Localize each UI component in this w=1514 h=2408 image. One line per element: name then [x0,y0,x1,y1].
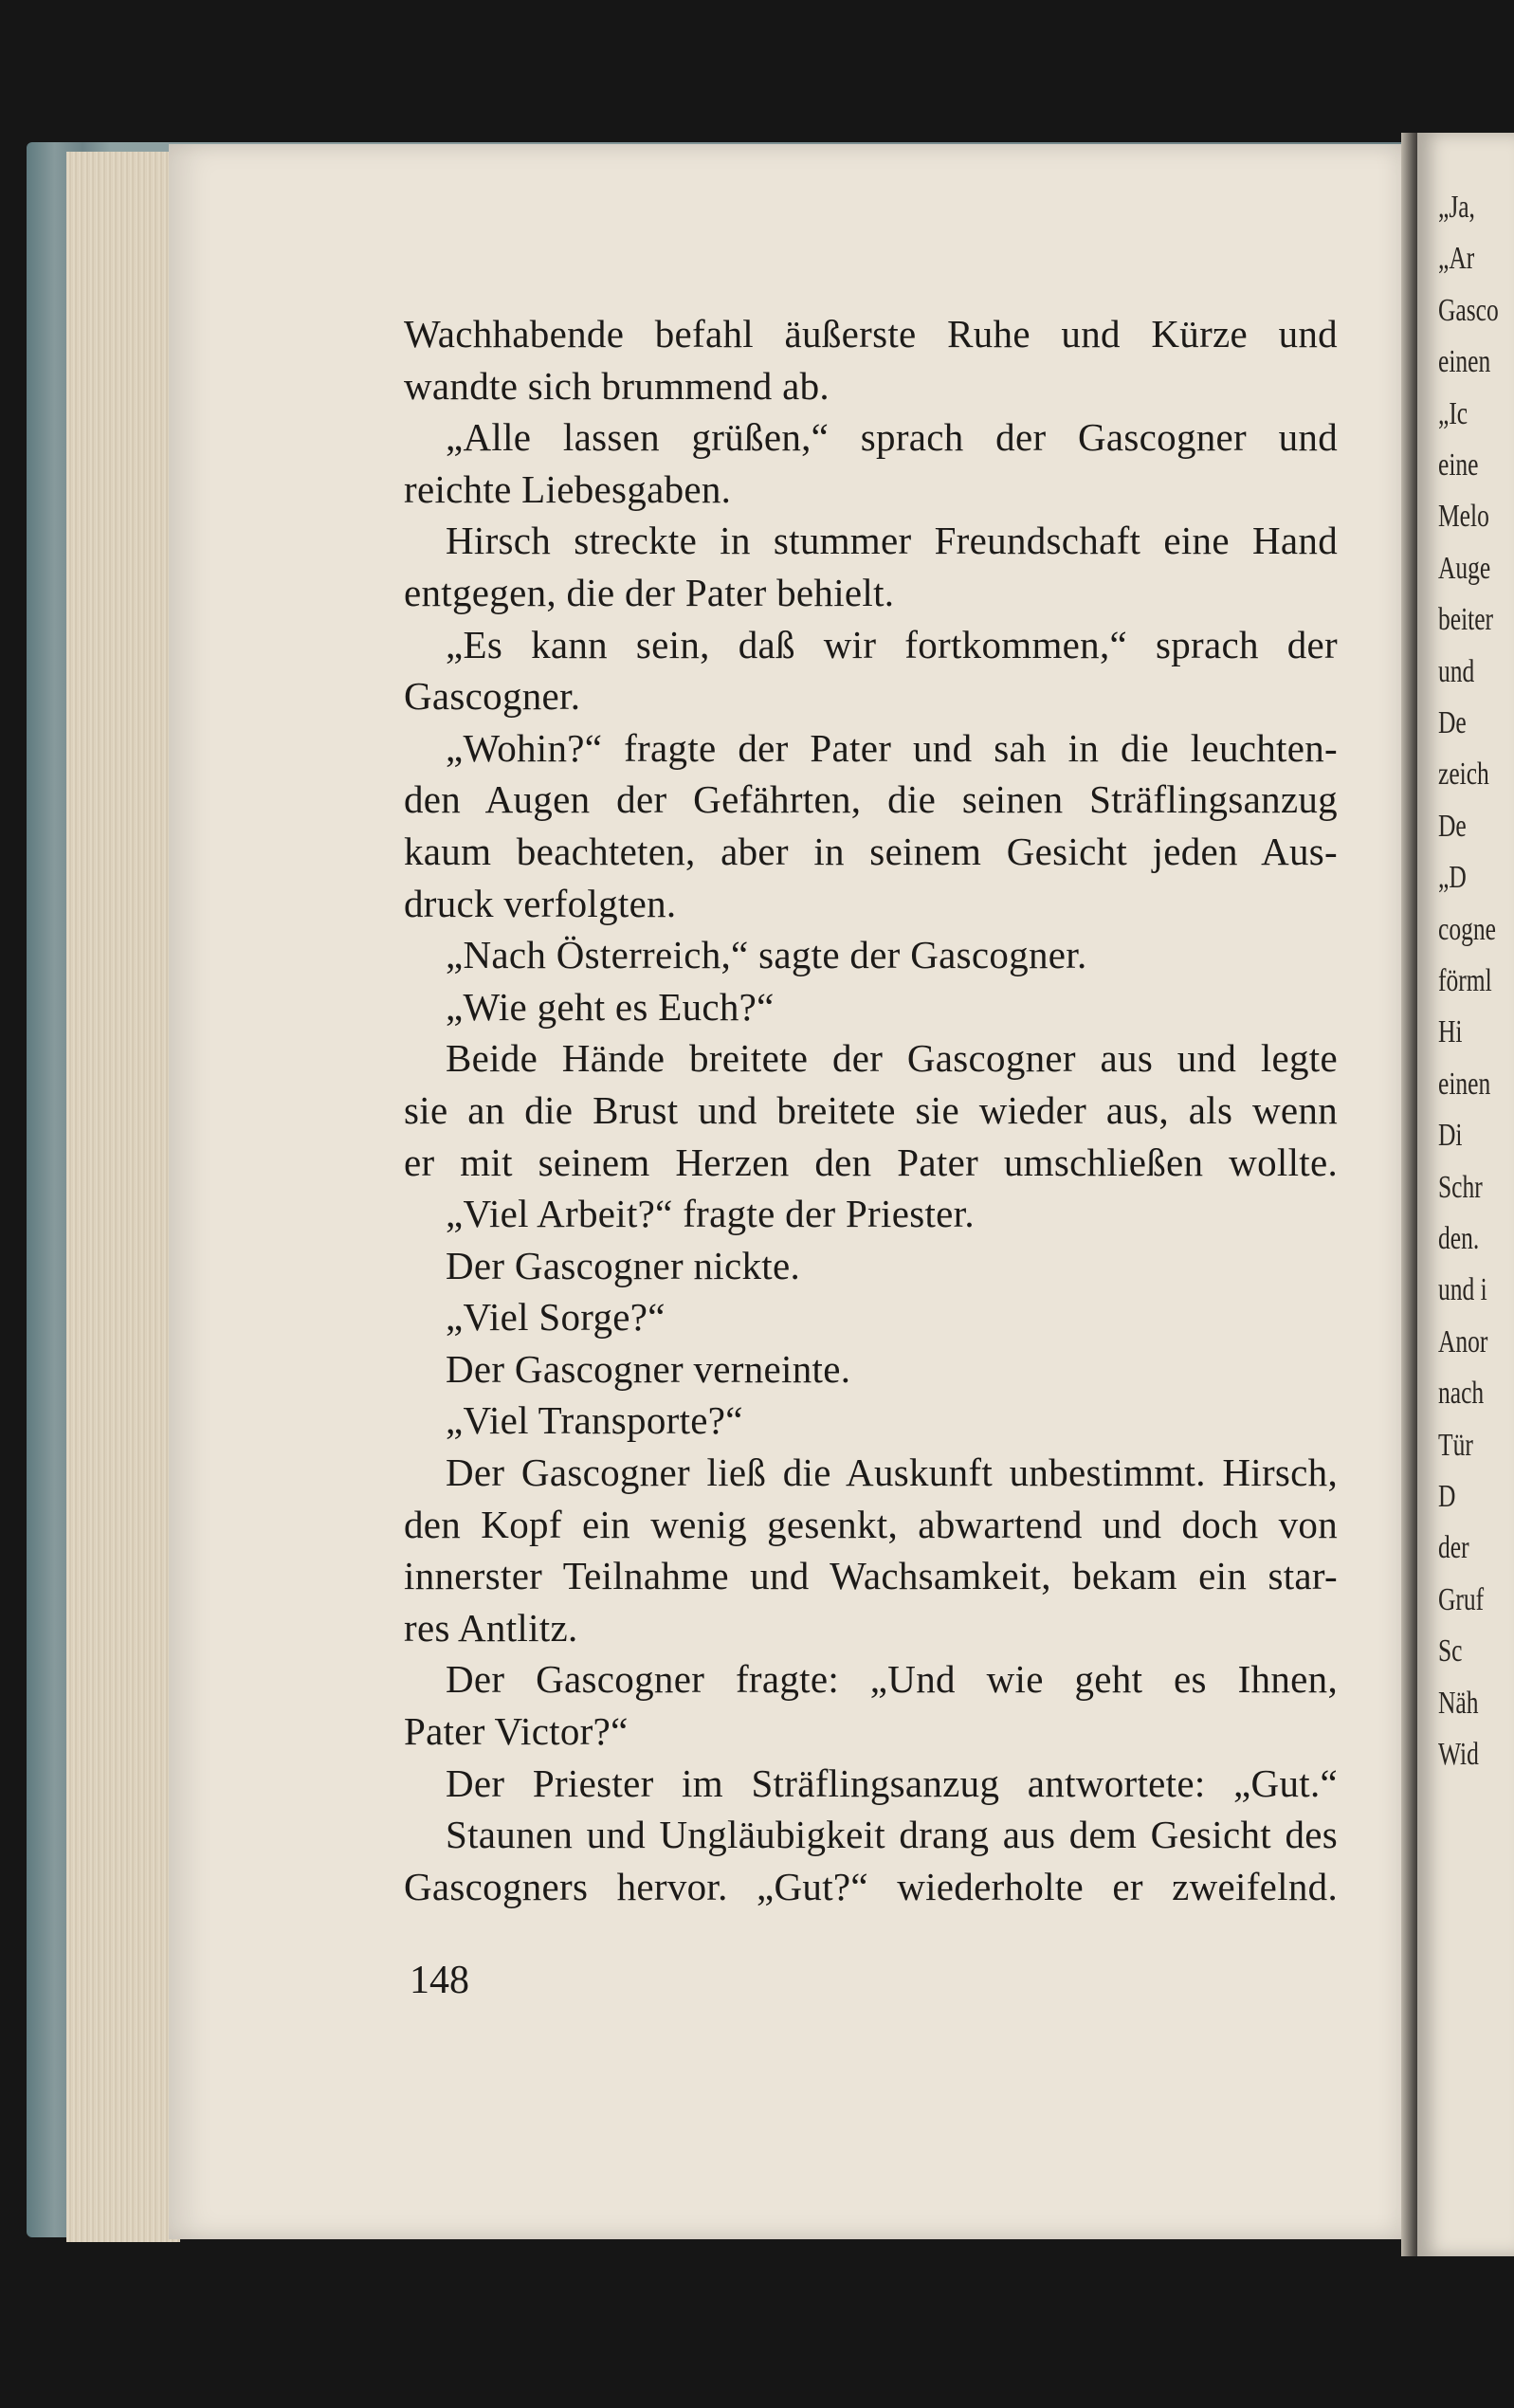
text-line: res Antlitz. [404,1605,578,1650]
facing-page-fragment: einen [1438,344,1491,380]
text-line: Wachhabende befahl äußerste Ruhe und Kürze und [404,312,1338,356]
facing-page-fragment: Näh [1438,1685,1479,1721]
text-line: Der Gascogner ließ die Auskunft unbestimmt. Hirsch, [446,1450,1338,1495]
text-line: kaum beachteten, aber in seinem Gesicht jeden Aus- [404,829,1338,873]
facing-page-fragment: „Ic [1438,395,1468,431]
text-line: er mit seinem Herzen den Pater umschließen wollte. [404,1140,1338,1184]
text-line: druck verfolgten. [404,881,677,925]
facing-page-fragment: den. [1438,1221,1480,1256]
facing-page-fragment: zeich [1438,757,1489,793]
facing-page-fragment: „D [1438,860,1467,896]
facing-page-fragment: einen [1438,1066,1491,1102]
facing-page-fragment: Gruf [1438,1581,1485,1617]
text-line: „Nach Österreich,“ sagte der Gascogner. [446,933,1087,977]
facing-page-fragment: Gasco [1438,292,1499,328]
text-line: Der Gascogner nickte. [446,1243,800,1287]
text-line: „Wie geht es Euch?“ [446,984,775,1029]
facing-page-fragment: Tür [1438,1427,1473,1463]
facing-page-fragment: cogne [1438,911,1496,947]
page-number: 148 [410,1959,469,2002]
text-line: Staunen und Ungläubigkeit drang aus dem Gesicht des [446,1813,1338,1857]
facing-page-fragment: Di [1438,1118,1463,1154]
text-line: innerster Teilnahme und Wachsamkeit, bekam ein star- [404,1554,1338,1598]
page-edges [66,152,180,2242]
text-line: „Es kann sein, daß wir fortkommen,“ sprach der [446,622,1338,666]
facing-page-fragment: „Ja, [1438,190,1475,225]
facing-page-fragment: Hi [1438,1014,1463,1050]
facing-page-fragment: „Ar [1438,241,1475,277]
text-line: den Kopf ein wenig gesenkt, abwartend und doch von [404,1502,1338,1546]
facing-page-fragment: eine [1438,447,1479,483]
facing-page-fragment: förml [1438,963,1492,998]
text-line: Der Priester im Sträflingsanzug antwortete: „Gut.“ [446,1760,1338,1805]
facing-page-fragment: nach [1438,1376,1485,1412]
text-line: Pater Victor?“ [404,1709,629,1754]
text-line: Gascogners hervor. „Gut?“ wiederholte er zweifelnd. [404,1864,1338,1908]
text-line: „Viel Transporte?“ [446,1398,743,1443]
facing-page-fragment: Schr [1438,1169,1483,1205]
facing-page-fragment: Sc [1438,1633,1463,1669]
facing-page-fragment: Melo [1438,499,1489,535]
text-line: „Viel Arbeit?“ fragte der Priester. [446,1192,975,1236]
text-line: Gascogner. [404,674,581,719]
facing-page-fragment: der [1438,1530,1469,1566]
text-line: „Wohin?“ fragte der Pater und sah in die leuchten- [446,725,1338,770]
facing-page-fragment: D [1438,1479,1456,1514]
page-text [404,308,1338,1912]
facing-page-fragment: Auge [1438,550,1491,586]
text-line: Der Gascogner verneinte. [446,1346,851,1391]
book-page-right [1417,133,1514,2256]
facing-page-fragment: De [1438,808,1467,844]
facing-page-fragment: und [1438,653,1475,689]
facing-page-fragment: Wid [1438,1737,1479,1772]
text-line: Hirsch streckte in stummer Freundschaft eine Hand [446,519,1338,563]
text-line: reichte Liebesgaben. [404,466,732,511]
text-line: „Alle lassen grüßen,“ sprach der Gascogner und [446,415,1338,460]
text-line: „Viel Sorge?“ [446,1295,666,1340]
text-line: Beide Hände breitete der Gascogner aus und legte [446,1036,1338,1081]
facing-page-fragment: De [1438,705,1467,740]
text-line: entgegen, die der Pater behielt. [404,570,895,614]
text-line: Der Gascogner fragte: „Und wie geht es Ihnen, [446,1657,1338,1702]
text-line: wandte sich brummend ab. [404,363,830,408]
facing-page-fragment: Anor [1438,1323,1488,1359]
text-line: sie an die Brust und breitete sie wieder aus, als wenn [404,1087,1338,1132]
facing-page-fragment: und i [1438,1272,1487,1308]
facing-page-fragment: beiter [1438,602,1494,638]
text-line: den Augen der Gefährten, die seinen Sträflingsanzug [404,777,1338,822]
